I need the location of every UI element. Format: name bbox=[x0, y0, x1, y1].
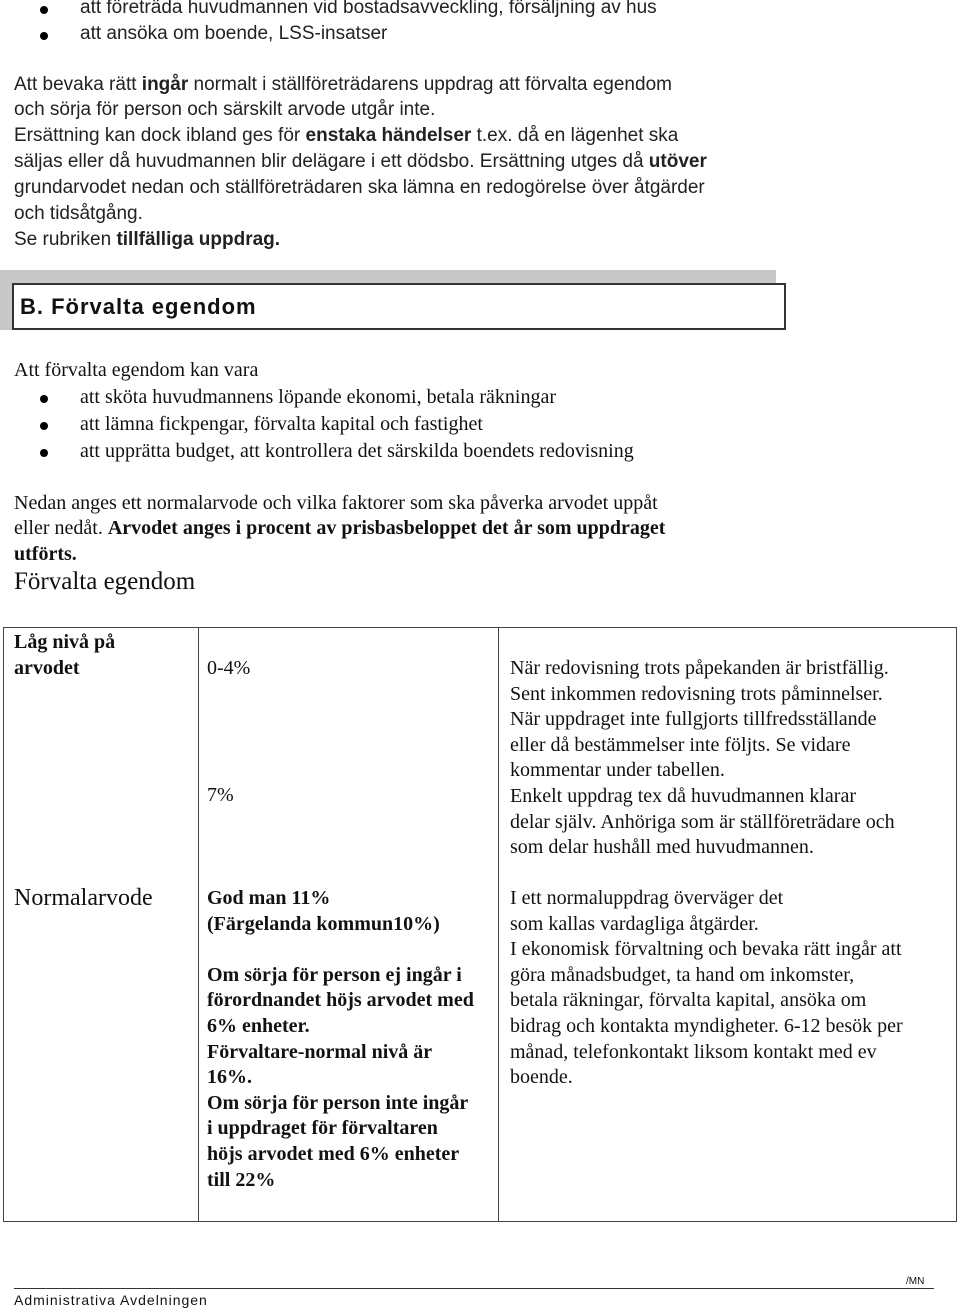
desc-line: bidrag och kontakta myndigheter. 6-12 besök per bbox=[510, 1014, 903, 1037]
desc-line: eller då bestämmelser inte följts. Se vidare bbox=[510, 733, 851, 756]
desc-line: I ett normaluppdrag överväger det bbox=[510, 887, 784, 909]
fee-line-3: utförts. bbox=[14, 543, 77, 565]
table-column-divider bbox=[498, 627, 499, 1222]
bullet-icon bbox=[40, 449, 48, 457]
rate-line: Om sörja för person inte ingår bbox=[207, 1091, 469, 1114]
fee-line-1: Nedan anges ett normalarvode och vilka faktorer som ska påverka arvodet uppåt bbox=[14, 492, 658, 514]
bullet-icon bbox=[40, 32, 48, 40]
desc-line: som delar hushåll med huvudmannen. bbox=[510, 836, 814, 859]
rate-line: i uppdraget för förvaltaren bbox=[207, 1117, 438, 1140]
row2-rate bbox=[207, 886, 497, 1193]
intro-line-2: och sörja för person och särskilt arvode utgår inte. bbox=[14, 99, 436, 120]
desc-line: När redovisning trots påpekanden är bristfällig. bbox=[510, 657, 889, 679]
rate-line: Förvaltare-normal nivå är bbox=[207, 1040, 433, 1063]
intro-line-6: och tidsåtgång. bbox=[14, 203, 143, 224]
rate-line: (Färgelanda kommun10%) bbox=[207, 912, 440, 935]
intro-line-7: Se rubriken tillfälliga uppdrag. bbox=[14, 229, 281, 250]
bullet-icon bbox=[40, 6, 48, 14]
intro-line-5: grundarvodet nedan och ställföreträdaren ska lämna en redogörelse över åtgärder bbox=[14, 177, 705, 198]
heading-forvalta: Förvalta egendom bbox=[14, 568, 196, 595]
intro-bullet-2: att ansöka om boende, LSS-insatser bbox=[80, 23, 388, 44]
row1-label: Låg nivå på arvodet bbox=[14, 631, 116, 679]
desc-line: som kallas vardagliga åtgärder. bbox=[510, 912, 759, 935]
rate-line: 6% enheter. bbox=[207, 1014, 310, 1037]
rate-line: 16%. bbox=[207, 1066, 252, 1089]
rate-line: höjs arvodet med 6% enheter bbox=[207, 1142, 460, 1165]
section-title: B. Förvalta egendom bbox=[20, 294, 257, 319]
lead-text: Att förvalta egendom kan vara bbox=[14, 359, 259, 381]
row2-description bbox=[510, 886, 903, 1091]
desc-line: kommentar under tabellen. bbox=[510, 759, 725, 782]
intro-line-4: säljas eller då huvudmannen blir delägare i ett dödsbo. Ersättning utges då utöver bbox=[14, 151, 707, 172]
section-bullet-1: att sköta huvudmannens löpande ekonomi, betala räkningar bbox=[80, 386, 556, 408]
section-bullet-3: att upprätta budget, att kontrollera det särskilda boendets redovisning bbox=[80, 440, 634, 462]
rate-line: förordnandet höjs arvodet med bbox=[207, 989, 474, 1012]
row1-rate-a: 0-4% bbox=[207, 657, 251, 679]
rate-line: Om sörja för person ej ingår i bbox=[207, 963, 462, 986]
footer-initials: /MN bbox=[906, 1276, 925, 1287]
desc-line: göra månadsbudget, ta hand om inkomster, bbox=[510, 963, 855, 986]
desc-line: betala räkningar, förvalta kapital, ansöka om bbox=[510, 989, 867, 1012]
bullet-icon bbox=[40, 422, 48, 430]
footer-rule bbox=[14, 1288, 934, 1289]
fee-line-2: eller nedåt. Arvodet anges i procent av prisbasbeloppet det år som uppdraget bbox=[14, 517, 666, 539]
desc-line: månad, telefonkontakt liksom kontakt med ev bbox=[510, 1040, 877, 1063]
intro-line-1: Att bevaka rätt ingår normalt i ställföreträdarens uppdrag att förvalta egendom bbox=[14, 74, 672, 95]
desc-line: Enkelt uppdrag tex då huvudmannen klarar bbox=[510, 784, 856, 807]
intro-line-3: Ersättning kan dock ibland ges för enstaka händelser t.ex. då en lägenhet ska bbox=[14, 125, 679, 146]
row2-label: Normalarvode bbox=[14, 885, 153, 911]
intro-bullet-1: att företräda huvudmannen vid bostadsavveckling, försäljning av hus bbox=[80, 0, 657, 18]
desc-line: När uppdraget inte fullgjorts tillfredsställande bbox=[510, 708, 877, 731]
row1-description bbox=[510, 656, 895, 861]
row1-rate-b: 7% bbox=[207, 784, 234, 806]
table-column-divider bbox=[198, 627, 199, 1222]
footer-department: Administrativa Avdelningen bbox=[14, 1292, 208, 1308]
desc-line: I ekonomisk förvaltning och bevaka rätt ingår att bbox=[510, 938, 902, 961]
desc-line: delar själv. Anhöriga som är ställföreträdare och bbox=[510, 810, 895, 833]
rate-line: till 22% bbox=[207, 1168, 276, 1191]
desc-line: boende. bbox=[510, 1066, 573, 1089]
section-bullet-2: att lämna fickpengar, förvalta kapital och fastighet bbox=[80, 413, 483, 435]
bullet-icon bbox=[40, 395, 48, 403]
rate-line: God man 11% bbox=[207, 887, 331, 909]
desc-line: Sent inkommen redovisning trots påminnelser. bbox=[510, 682, 883, 705]
